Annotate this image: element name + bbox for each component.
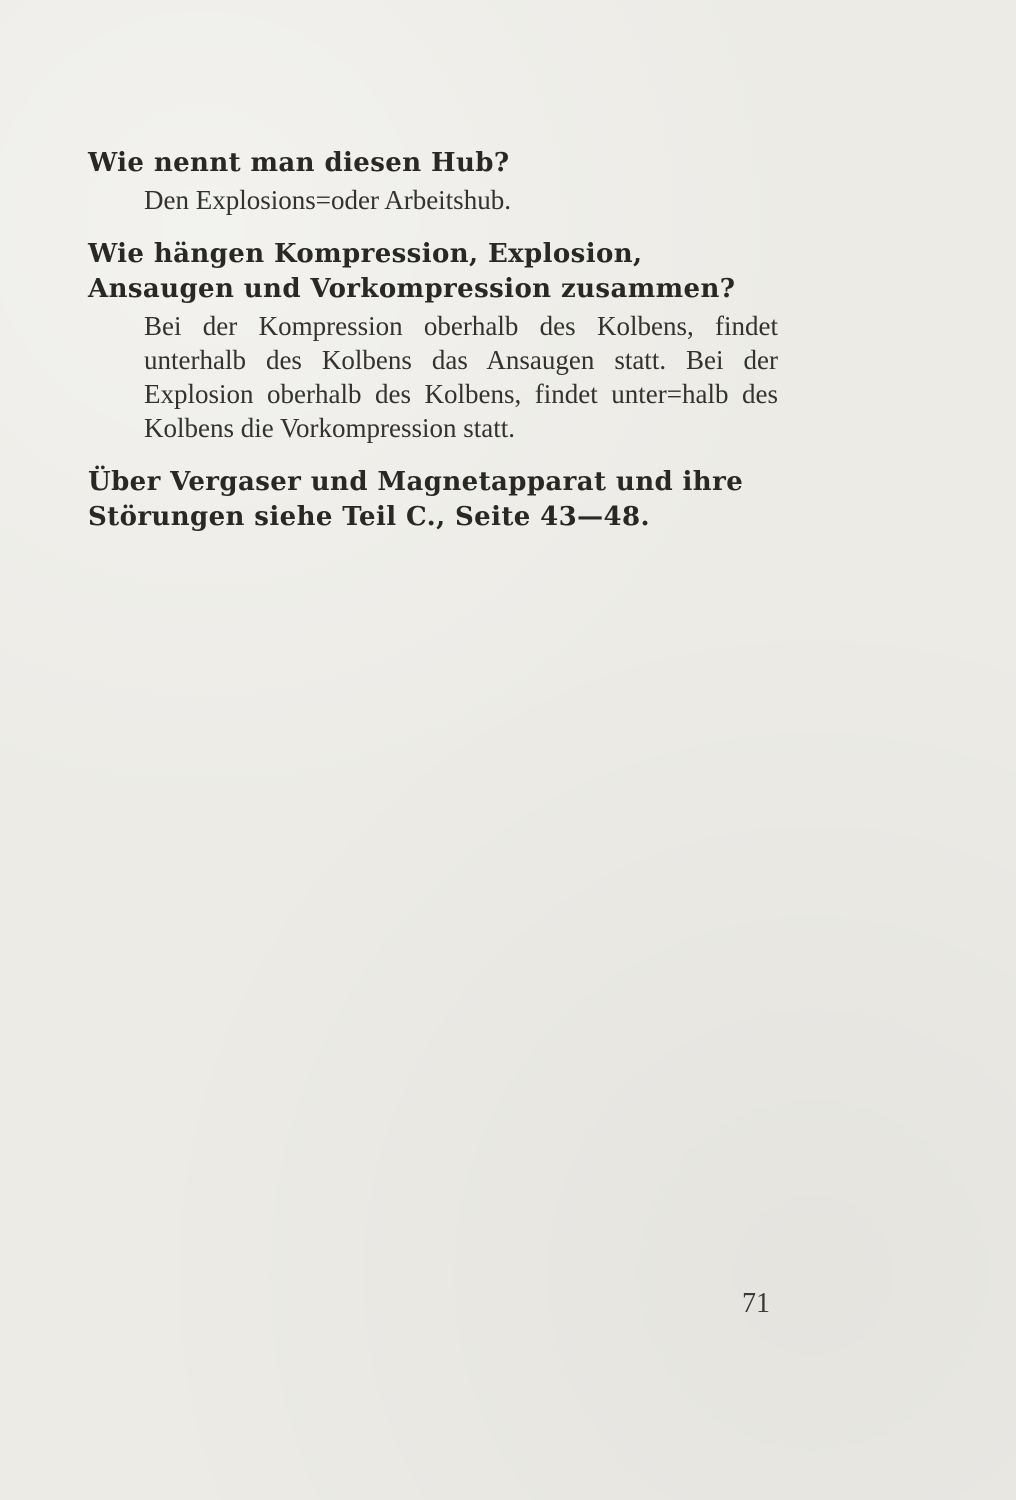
reference-note: Über Vergaser und Magnetapparat und ihre Störungen siehe Teil C., Seite 43—48. — [88, 467, 744, 532]
page-content — [88, 146, 778, 535]
qa-block-kompression — [88, 237, 778, 445]
qa-block-hub — [88, 146, 778, 217]
answer-hub: Den Explosions=oder Arbeitshub. — [144, 185, 511, 215]
page-number: 71 — [742, 1288, 770, 1319]
question-kompression: Wie hängen Kompression, Explosion, Ansaugen und Vorkompression zusammen? — [88, 239, 736, 304]
question-hub: Wie nennt man diesen Hub? — [88, 148, 510, 178]
answer-kompression: Bei der Kompression oberhalb des Kolbens, findet unterhalb des Kolbens das Ansaugen statt. Bei der Explosion oberhalb des Kolbens, findet unter=halb des Kolbens die Vorkompression statt. — [144, 311, 778, 443]
